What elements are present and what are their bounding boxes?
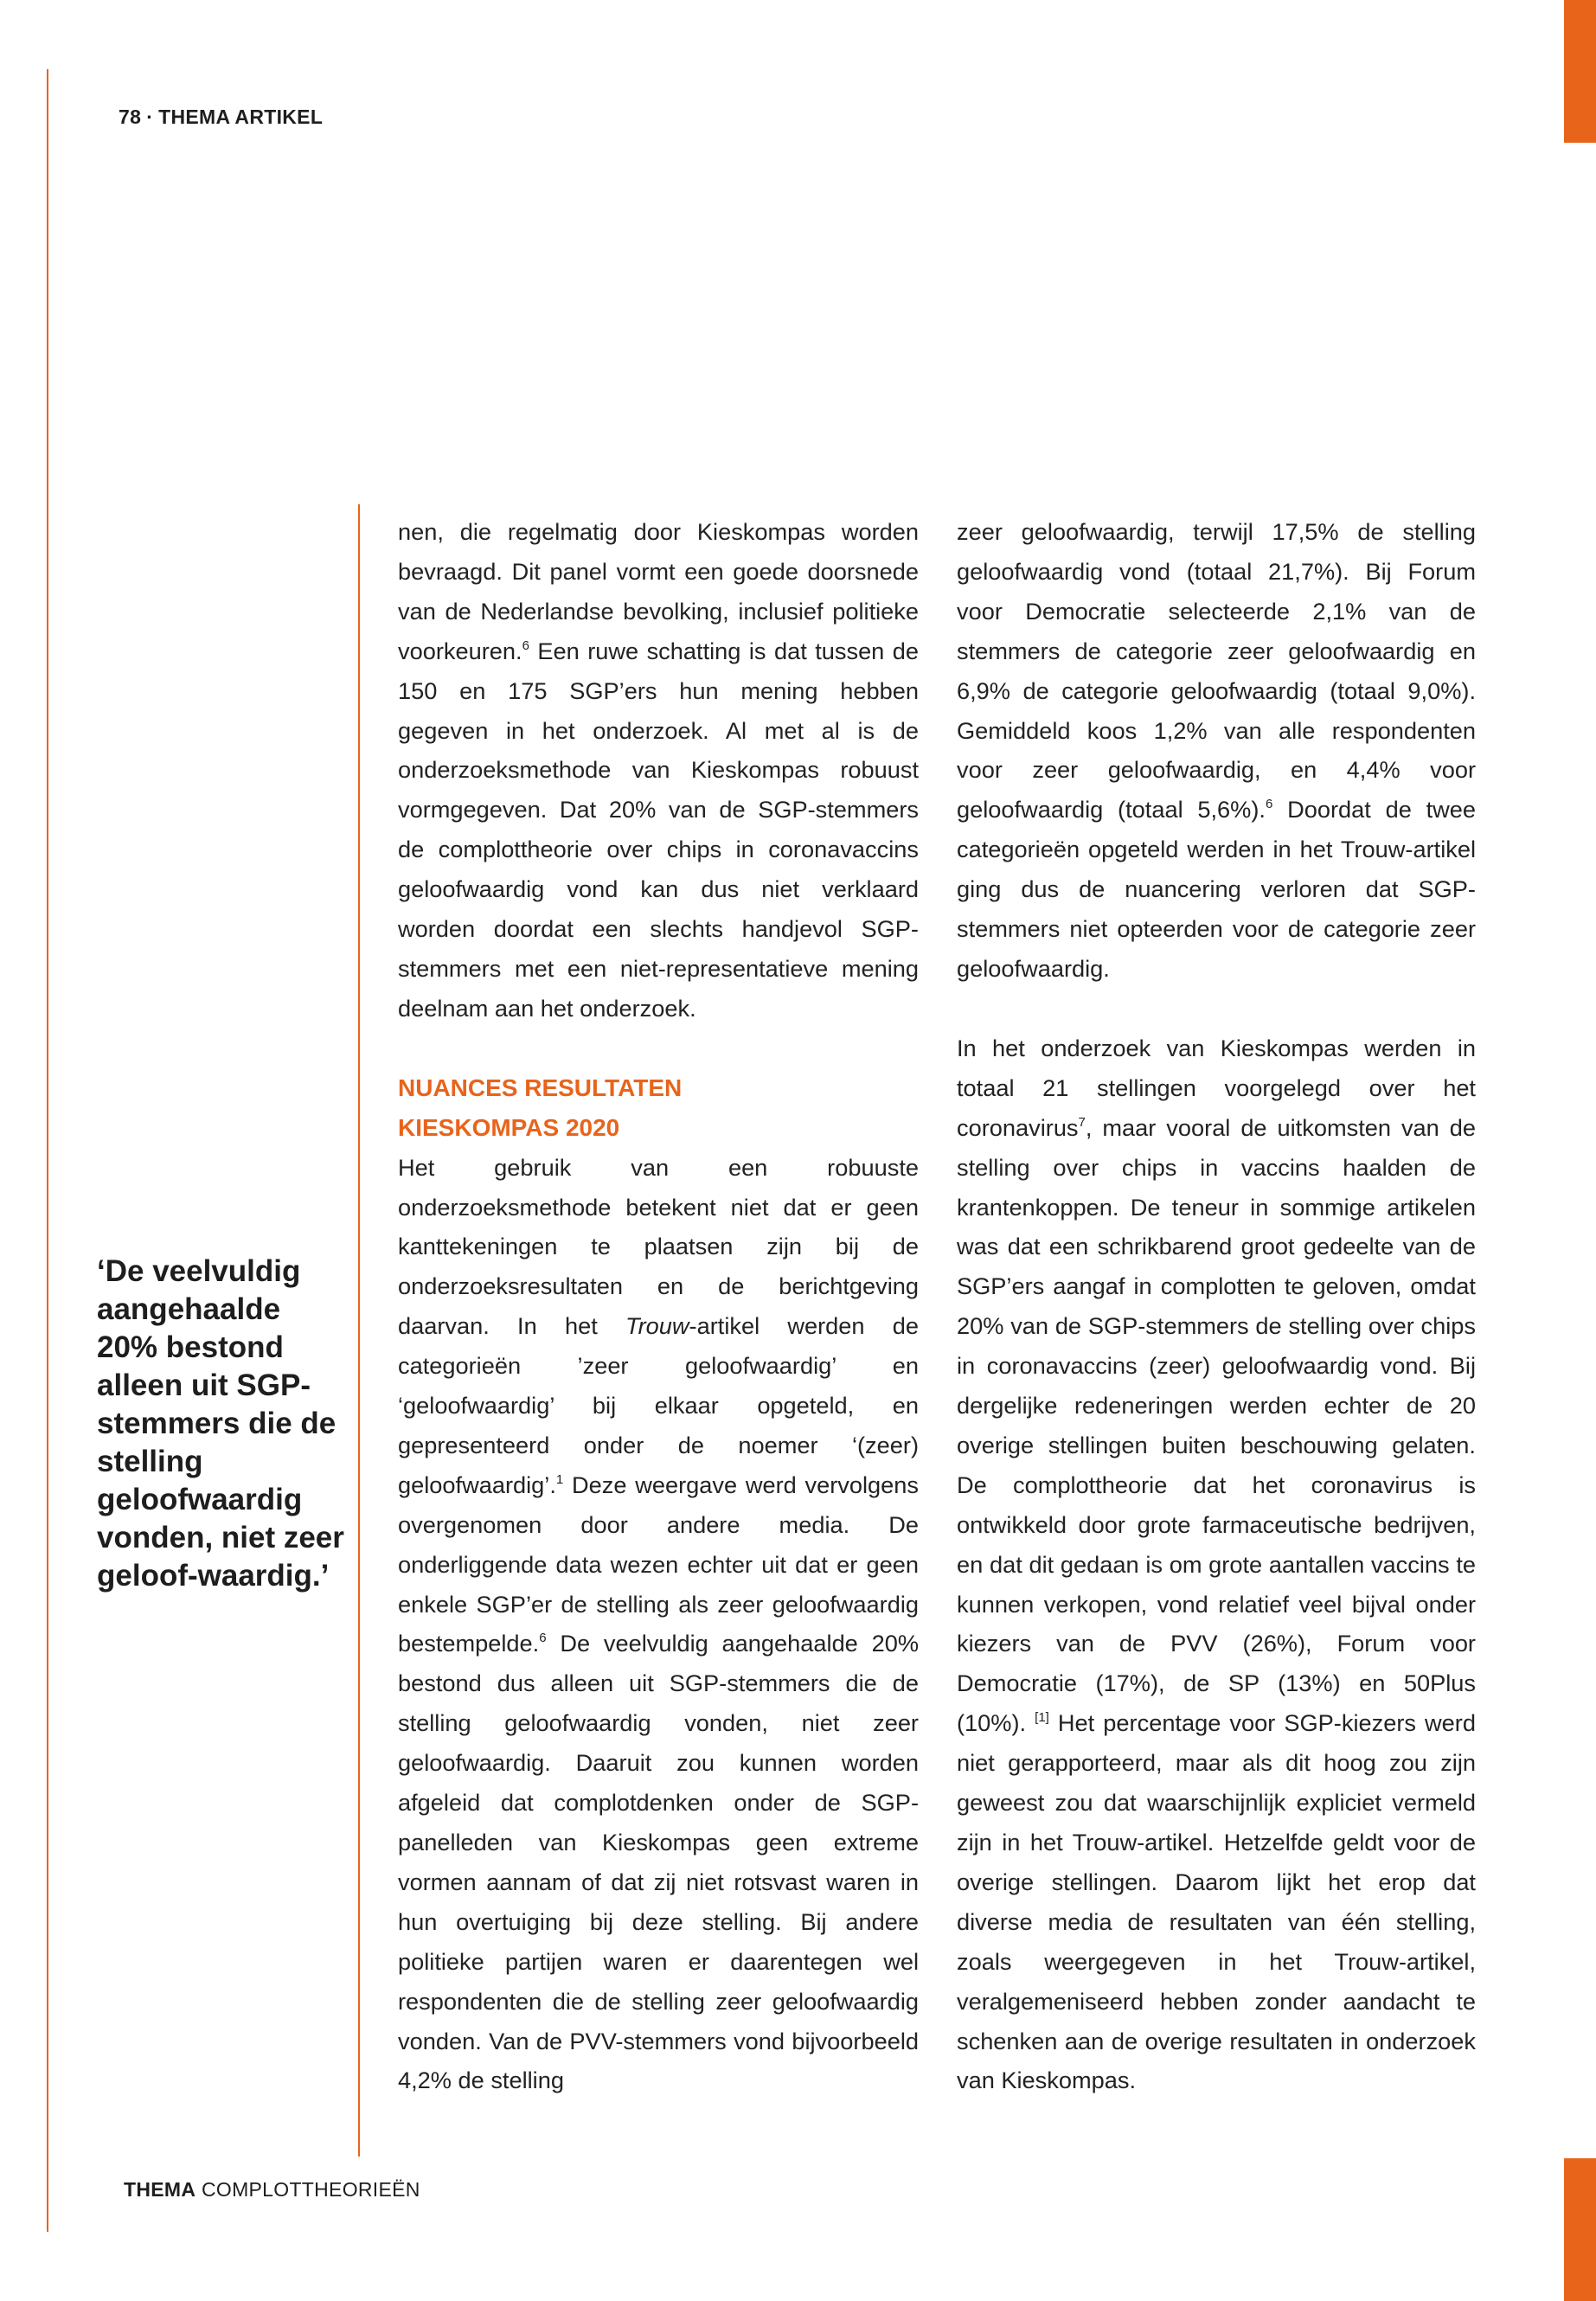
footnote-ref: 7 xyxy=(1078,1114,1086,1130)
paragraph: In het onderzoek van Kieskompas werden in totaal 21 stellingen voorgelegd over het coronavirus$^7$, maar vooral de uitkomsten van de stelling over chips in vaccins haalden de krantenkoppen. De teneur in sommige artikelen was dat een schrikbarend groot gedeelte van de SGP’ers aangaf in complotten te geloven, omdat 20% van de SGP-stemmers de stelling over chips in coronavaccins (zeer) geloofwaardig vond. Bij dergelijke redeneringen werden echter de 20 overige stellingen buiten beschouwing gelaten. De complottheorie dat het coronavirus is ontwikkeld door grote farmaceutische bedrijven, en dat dit gedaan is om grote aantallen vaccins te kunnen verkopen, vond relatief veel bijval onder kiezers van de PVV (26%), Forum voor Democratie (17%), de SP (13%) en 50Plus (10%). [1] Het percentage voor SGP-kiezers werd niet gerapporteerd, maar als dit hoog zou zijn geweest zou dat waarschijnlijk expliciet vermeld zijn in het Trouw-artikel. Hetzelfde geldt voor de overige stellingen. Daarom lijkt het erop dat diverse media de resultaten van één stelling, zoals weergegeven in het Trouw-artikel, veralgemeniseerd hebben zonder aandacht te schenken aan de overige resultaten in onderzoek van Kieskompas. xyxy=(957,1034,1476,2094)
header-separator: · xyxy=(146,106,154,128)
footnote-ref: 6 xyxy=(522,638,529,653)
left-margin-rule xyxy=(47,69,48,2232)
footnote-ref: 6 xyxy=(1265,797,1273,812)
article-column-2 xyxy=(957,512,1476,2100)
footer-topic: COMPLOTTHEORIEËN xyxy=(195,2178,420,2201)
footnote-ref: 1 xyxy=(555,1471,564,1487)
page-number: 78 xyxy=(119,106,142,128)
footer-brand: THEMA xyxy=(124,2178,196,2201)
paragraph: zeer geloofwaardig, terwijl 17,5% de stelling geloofwaardig vond (totaal 21,7%). Bij Forum voor Democratie selecteerde 2,1% van de stemmers de categorie zeer geloofwaardig en 6,9% de categorie geloofwaardig (totaal 9,0%). Gemiddeld koos 1,2% van alle respondenten voor zeer geloofwaardig, en 4,4% voor geloofwaardig (totaal 5,6%).$^6$ Doordat de twee categorieën opgeteld werden in het Trouw-artikel ging dus de nuancering verloren dat SGP-stemmers niet opteerden voor de categorie zeer geloofwaardig. xyxy=(957,518,1477,982)
page-footer xyxy=(124,2178,420,2202)
footnote-ref: [1] xyxy=(1035,1710,1049,1726)
top-edge-tab xyxy=(1564,0,1596,143)
column-divider-rule xyxy=(358,504,360,2157)
paragraph: Het gebruik van een robuuste onderzoeksmethode betekent niet dat er geen kanttekeningen te plaatsen zijn bij de onderzoeksresultaten en de berichtgeving daarvan. In het Trouw-artikel werden de categorieën ’zeer geloofwaardig’ en ‘geloofwaardig’ bij elkaar opgeteld, en gepresenteerd onder de noemer ‘(zeer) geloofwaardig’.$^1$ Deze weergave werd vervolgens overgenomen door andere media. De onderliggende data wezen echter uit dat er geen enkele SGP’er de stelling als zeer geloofwaardig bestempelde.$^6$ De veelvuldig aangehaalde 20% bestond dus alleen uit SGP-stemmers die de stelling geloofwaardig vonden, niet zeer geloofwaardig. Daaruit zou kunnen worden afgeleid dat complotdenken onder de SGP-panelleden van Kieskompas geen extreme vormen aannam of dat zij niet rotsvast waren in hun overtuiging bij deze stelling. Bij andere politieke partijen waren er daarentegen wel respondenten die de stelling zeer geloofwaardig vonden. Van de PVV-stemmers vond bijvoorbeeld 4,2% de stelling xyxy=(398,1153,919,2094)
pull-quote: ‘De veelvuldig aangehaalde 20% bestond alleen uit SGP-stemmers die de stelling geloofwaardig vonden, niet zeer geloof-waardig.’ xyxy=(97,1254,344,1593)
page-header xyxy=(119,106,323,129)
section-label: THEMA ARTIKEL xyxy=(158,106,324,128)
bottom-edge-tab xyxy=(1564,2158,1596,2301)
article-column-1 xyxy=(398,512,919,2100)
footnote-ref: 6 xyxy=(539,1631,547,1646)
section-heading: NUANCES RESULTATEN KIESKOMPAS 2020 xyxy=(398,1074,683,1141)
paragraph: nen, die regelmatig door Kieskompas worden bevraagd. Dit panel vormt een goede doorsnede van de Nederlandse bevolking, inclusief politieke voorkeuren.$^6$ Een ruwe schatting is dat tussen de 150 en 175 SGP’ers hun mening hebben gegeven in het onderzoek. Al met al is de onderzoeksmethode van Kieskompas robuust vormgegeven. Dat 20% van de SGP-stemmers de complottheorie over chips in coronavaccins geloofwaardig vond kan dus niet verklaard worden doordat een slechts handjevol SGP-stemmers met een niet-representatieve mening deelnam aan het onderzoek. xyxy=(398,518,919,1022)
